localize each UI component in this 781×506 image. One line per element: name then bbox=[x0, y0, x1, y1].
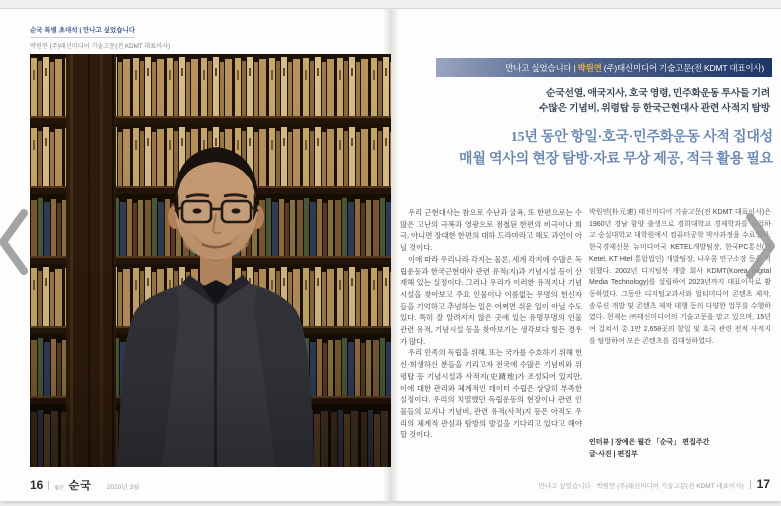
article-paragraph: 우리 근현대사는 참으로 수난과 굴욕, 또 한편으로는 수많은 고난의 극복과 영광으로 점철된 한편의 비극이나 희극, 아니면 장대한 한편의 대하 드라마라고 해도 과언이 아닐 것이다. bbox=[400, 208, 582, 253]
headline-line-1: 15년 동안 항일·호국·민주화운동 사적 집대성 bbox=[510, 130, 773, 145]
credit-interview: 인터뷰 | 장예은 월간 「순국」 편집주간 bbox=[589, 439, 710, 446]
footer-divider bbox=[750, 480, 751, 489]
kicker-prefix: 만나고 싶었습니다 | bbox=[505, 62, 576, 73]
eyebrow-section-title: 순국 특별 초대석 | 만나고 싶었습니다 bbox=[30, 25, 135, 38]
right-page-number: 17 bbox=[756, 477, 770, 491]
portrait-photo-illustration bbox=[30, 54, 391, 467]
profile-column bbox=[589, 207, 771, 347]
kicker-suffix: (주)태신미디어 기술고문(전 KDMT 대표이사) bbox=[603, 62, 764, 73]
right-page-footer bbox=[539, 477, 770, 491]
right-footer-label: 만나고 싶었습니다 · 박원연 (주)태신미디어 기술고문(전 KDMT 대표이사) bbox=[538, 483, 744, 490]
profile-paragraph: 박원연(朴元連) 태신미디어 기술고문(전 KDMT 대표이사)은 1960년 경남 함양 출생으로 경희대학교 경제학과를 졸업하고 숭실대학교 대학원에서 컴퓨터공학 박사과정을 수료했다. 한국경제신문 뉴미디어국 KETEL개발팀장, 한국PC통신(현 Ketel, KT Htel 통합법인) 개발팀장, 나우콤 연구소장 등을 역임했다. 2002년 디지털북 개발 회사 KDMT(Korea Digital Media Technology)를 설립하여 2023년까지 대표이사로 활동하였다. 그동안 디지털교과서와 멀티미디어 콘텐츠 제작, 솔루션 개발 및 콘텐츠 제작 대행 등의 다양한 업무를 수행하였다. 현재는 ㈜태신미디어의 기술고문을 맡고 있으며, 15년여 걸쳐서 총 1만 2,658곳의 항일 및 호국 관련 전적 사적지를 탐방하여 모은 콘텐츠를 집대성하였다. bbox=[589, 209, 771, 345]
headline-line-2: 매월 역사의 현장 탐방·자료 무상 제공, 적극 활용 필요 bbox=[459, 152, 773, 167]
kicker-name: 박원연 bbox=[577, 62, 602, 73]
subhead-line-2: 수많은 기념비, 위령탑 등 한국근현대사 관련 사적지 탐방 bbox=[538, 102, 770, 114]
article-headline bbox=[459, 127, 773, 171]
left-page-number: 16 bbox=[30, 478, 44, 492]
left-page-footer bbox=[30, 477, 139, 493]
article-paragraph: 우리 민족의 독립을 위해, 또는 국가를 수호하기 위해 헌신·희생하신 분들을 기리고자 전국에 수많은 기념비와 위령탑 등 기념시설과 사적지(史蹟地)가 조성되어 있지만, 이에 대한 관리와 체계적인 데이터 수립은 상당히 부족한 실정이다. 우리의 치열했던 독립운동의 현장이나 관련 인물들의 묘지나 기념비, 관련 유적(사적)지 등은 아직도 우리의 체계적 관심과 탐방의 발길을 기다리고 있다고 해야 할 것이다. bbox=[400, 348, 582, 440]
previous-page-button[interactable] bbox=[0, 208, 29, 276]
kicker-bar bbox=[436, 58, 772, 77]
magazine-brand: 순국 bbox=[68, 480, 92, 492]
subhead-line-1: 순국선열, 애국지사, 호국 영령, 민주화운동 투사들 기려 bbox=[545, 88, 770, 99]
portrait-photo bbox=[30, 54, 391, 467]
next-page-button[interactable] bbox=[745, 212, 777, 280]
article-paragraph: 이에 따라 우리나라 각지는 물론, 세계 각지에 수많은 독립운동과 한국근현대사 관련 유적(지)과 기념시설 등이 산재해 있는 실정이다. 그러나 우리가 이러한 유적지나 기념시설을 찾아보고 주요 인물이나 이름없는 무명의 헌신자들을 기억하고 추념하는 일은 어쩌면 쉬운 일이 아닐 수도 있다. 특히 잘 알려지지 않은 곳에 있는 유명무명의 인물 관련 유적, 기념시설 등을 찾아보기는 생각보다 힘든 경우가 많다. bbox=[400, 254, 582, 346]
left-page-eyebrow bbox=[30, 19, 170, 50]
eyebrow-interviewee: 박원연 (주)태신미디어 기술고문(전 KDMT 대표이사) bbox=[30, 43, 171, 50]
article-credits bbox=[589, 437, 709, 461]
magazine-issue: 2020년 3월 bbox=[106, 484, 140, 491]
magazine-spread bbox=[0, 8, 781, 501]
article-body-column bbox=[400, 207, 582, 441]
footer-divider bbox=[48, 481, 49, 490]
credit-photo: 글·사진 | 편집부 bbox=[589, 451, 638, 458]
magazine-brand-prefix: 월간 bbox=[54, 486, 64, 491]
chevron-right-icon bbox=[745, 212, 777, 280]
chevron-left-icon bbox=[0, 208, 29, 276]
article-subhead bbox=[539, 87, 770, 116]
